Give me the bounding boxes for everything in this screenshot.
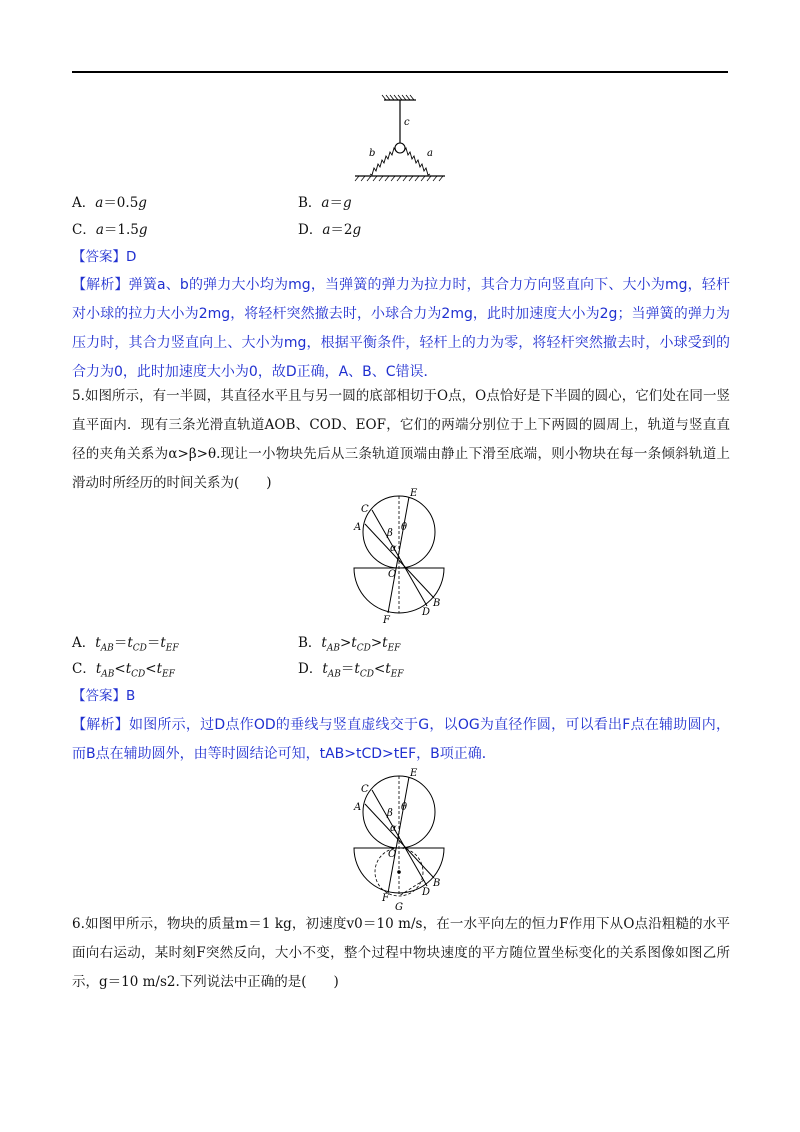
q5-label-beta: β (387, 528, 393, 539)
label-spring-a: a (427, 148, 433, 159)
q5-option-c[interactable]: C．$t_{AB}<t_{CD}<t_{EF}$ (72, 661, 175, 680)
q5-aux-label-e: E (410, 768, 418, 779)
q5-auxiliary-figure (336, 765, 466, 915)
q4-analysis-label: 【解析】 (72, 277, 129, 293)
q5-label-e: E (410, 488, 418, 499)
q5-aux-label-d: D (422, 887, 431, 898)
q5-stem: 5.如图所示，有一半圆，其直径水平且与另一圆的底部相切于O点，O点恰好是下半圆的圆心，它们处在同一竖直平面内．现有三条光滑直轨道AOB、COD、EOF，它们的两端分别位于上下两圆的圆周上，轨道与竖直直径的夹角关系为α>β>θ.现让一小物块先后从三条轨道顶端由静止下滑至底端，则小物块在每一条倾斜轨道上滑动时所经历的时间关系为( ) (72, 388, 730, 491)
q5-circle-figure (336, 485, 466, 625)
q5-label-d: D (422, 607, 431, 618)
q4-option-a[interactable]: A．a＝0.5g (72, 195, 147, 211)
q5-analysis-label: 【解析】 (72, 717, 129, 733)
q5-label-b: B (433, 598, 441, 609)
q5-aux-label-beta: β (387, 808, 393, 819)
q5-label-alpha: α (390, 543, 397, 554)
q5-option-b[interactable]: B．$t_{AB}>t_{CD}>t_{EF}$ (298, 635, 401, 654)
q4-spring-figure (345, 92, 455, 184)
q4-option-b[interactable]: B．a＝g (298, 195, 352, 211)
q5-aux-label-theta: θ (401, 802, 408, 813)
q5-aux-label-a: A (354, 802, 362, 813)
q5-option-d[interactable]: D．$t_{AB}=t_{CD}<t_{EF}$ (298, 661, 404, 680)
q5-aux-label-alpha: α (390, 823, 397, 834)
q6-stem: 6.如图甲所示，物块的质量m＝1 kg，初速度v0＝10 m/s，在一水平向左的恒力F作用下从O点沿粗糙的水平面向右运动，某时刻F突然反向，大小不变，整个过程中物块速度的平方随位置坐标变化的关系图像如图乙所示，g＝10 m/s2.下列说法中正确的是( ) (72, 916, 730, 990)
q4-analysis-text: 弹簧a、b的弹力大小均为mg，当弹簧的弹力为拉力时，其合力方向竖直向下、大小为mg，轻杆对小球的拉力大小为2mg，将轻杆突然撤去时，小球合力为2mg，此时加速度大小为2g；当弹簧的弹力为压力时，其合力竖直向上、大小为mg，根据平衡条件，轻杆上的力为零，将轻杆突然撤去时，小球受到的合力为0，此时加速度大小为0，故D正确，A、B、C错误． (72, 277, 731, 380)
header-rule (72, 71, 728, 73)
q5-label-o: O (388, 569, 397, 580)
q5-answer: 【答案】B (72, 688, 136, 704)
q4-option-d[interactable]: D．a＝2g (298, 222, 362, 238)
q4-analysis (72, 271, 730, 387)
q5-aux-label-o: O (388, 849, 397, 860)
label-rod-c: c (404, 117, 410, 128)
q5-aux-label-f: F (382, 893, 389, 904)
q5-analysis (72, 711, 730, 769)
q5-aux-label-g: G (395, 902, 403, 913)
q5-analysis-text: 如图所示，过D点作OD的垂线与竖直虚线交于G，以OG为直径作圆，可以看出F点在辅助圆内，而B点在辅助圆外，由等时圆结论可知，tAB>tCD>tEF，B项正确． (72, 717, 730, 762)
q5-label-theta: θ (401, 522, 408, 533)
q5-label-f: F (383, 615, 390, 625)
label-spring-b: b (369, 148, 376, 159)
q5-label-c: C (361, 504, 369, 515)
q5-option-a[interactable]: A．$t_{AB}=t_{CD}=t_{EF}$ (72, 635, 179, 654)
q5-label-a: A (354, 522, 362, 533)
q5-aux-label-b: B (433, 878, 441, 889)
q5-aux-label-c: C (361, 784, 369, 795)
q4-answer: 【答案】D (72, 249, 137, 265)
q4-option-c[interactable]: C．a＝1.5g (72, 222, 148, 238)
